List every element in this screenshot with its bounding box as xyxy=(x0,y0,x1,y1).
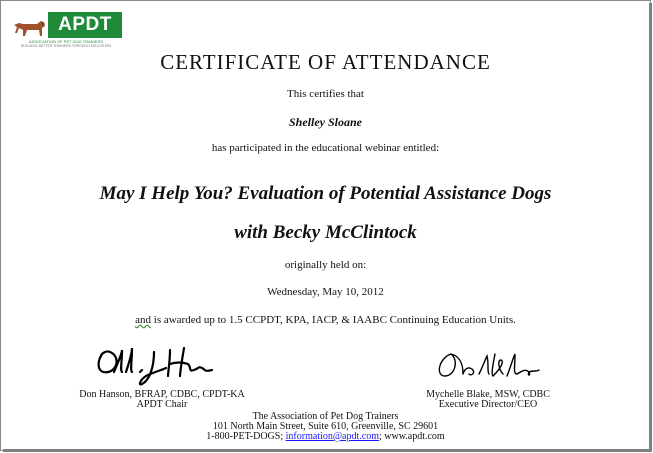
logo-tagline: BUILDING BETTER TRAINERS THROUGH EDUCATION xyxy=(21,44,111,48)
participation-text: has participated in the educational webinar entitled: xyxy=(211,142,440,154)
organization-phone: 1-800-PET-DOGS xyxy=(206,431,281,442)
organization-contact: 1-800-PET-DOGS; information@apdt.com; www.apdt.com xyxy=(206,431,445,442)
webinar-date: Wednesday, May 10, 2012 xyxy=(267,286,384,298)
intro-text: This certifies that xyxy=(287,88,364,100)
logo-wordmark: APDT xyxy=(48,12,122,38)
recipient-name: Shelley Sloane xyxy=(288,115,362,129)
chair-name: Don Hanson, BFRAP, CDBC, CPDT-KA xyxy=(79,389,245,400)
certificate-title: CERTIFICATE OF ATTENDANCE xyxy=(160,50,491,74)
webinar-title-line2: with Becky McClintock xyxy=(234,222,417,243)
organization-address: 101 North Main Street, Suite 610, Greenville, SC 29601 xyxy=(212,421,439,432)
director-signature xyxy=(429,348,559,388)
page-shadow-bottom xyxy=(3,449,652,452)
chair-signature-block xyxy=(62,390,262,410)
organization-email-link[interactable]: information@apdt.com xyxy=(285,431,379,442)
organization-website[interactable]: www.apdt.com xyxy=(384,431,445,442)
award-details: is awarded up to 1.5 CCPDT, KPA, IACP, & IAABC Continuing Education Units. xyxy=(151,314,516,326)
held-on-text: originally held on: xyxy=(284,259,367,271)
organization-name: The Association of Pet Dog Trainers xyxy=(252,411,399,422)
logo-subtitle: ASSOCIATION OF PET DOG TRAINERS xyxy=(28,39,103,44)
chair-signature xyxy=(92,342,222,390)
director-role: Executive Director/CEO xyxy=(438,399,538,410)
webinar-title-line1: May I Help You? Evaluation of Potential Assistance Dogs xyxy=(99,183,552,204)
apdt-logo xyxy=(9,11,123,47)
chair-role: APDT Chair xyxy=(136,399,188,410)
organization-footer xyxy=(0,412,651,442)
dog-icon xyxy=(11,15,47,39)
director-signature-block xyxy=(398,390,578,410)
director-name: Mychelle Blake, MSW, CDBC xyxy=(426,389,550,400)
award-text xyxy=(0,314,651,326)
award-prefix: and xyxy=(135,314,152,326)
